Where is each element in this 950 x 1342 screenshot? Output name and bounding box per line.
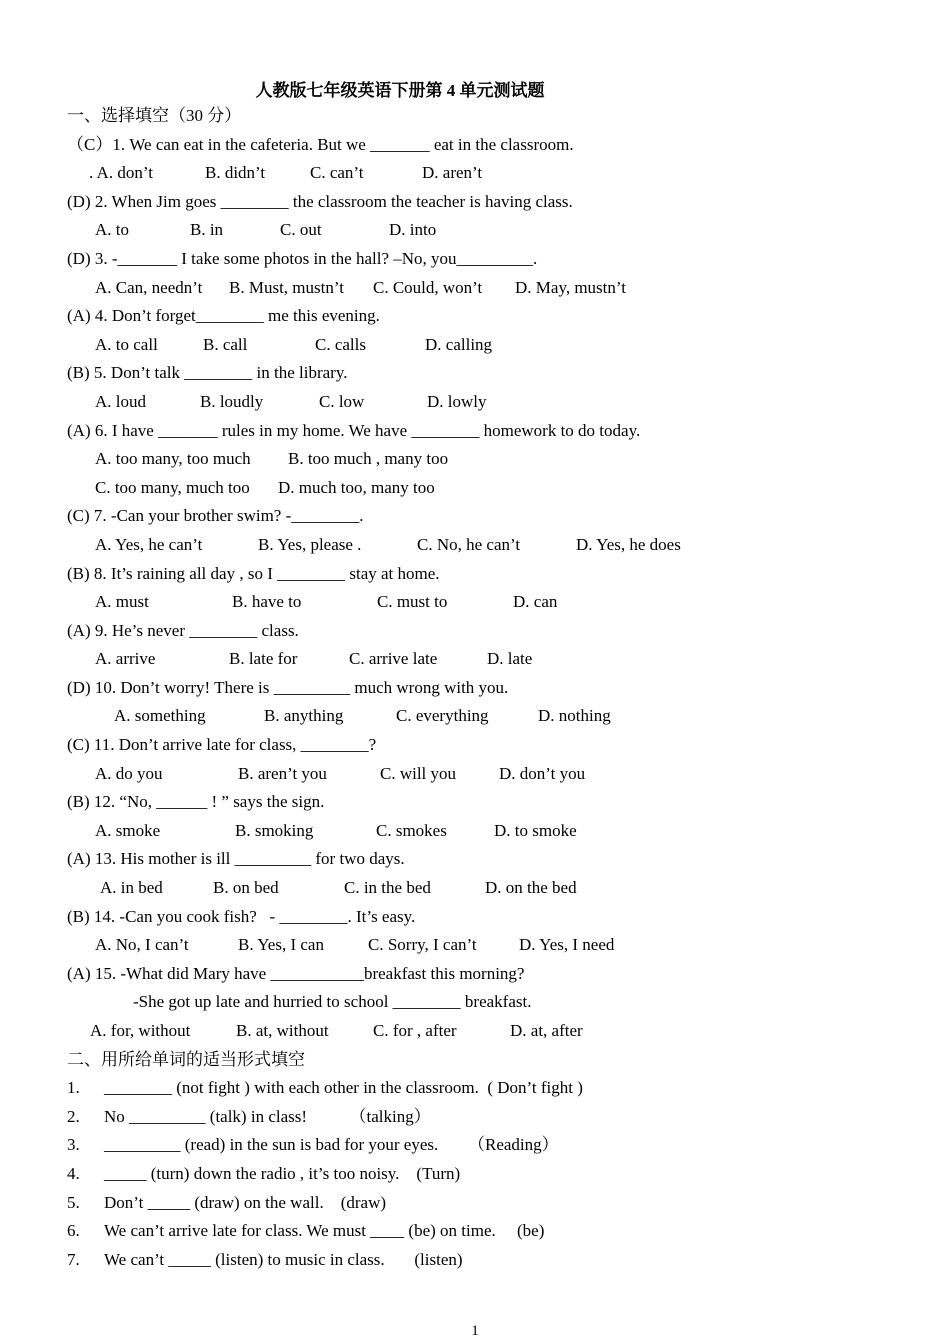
item-text: Don’t _____ (draw) on the wall. (draw): [104, 1192, 387, 1212]
fill-item-2: [67, 1103, 927, 1132]
option: D. into: [389, 220, 437, 240]
option: A. arrive: [95, 649, 156, 669]
option: C. No, he can’t: [417, 534, 521, 554]
question-12: (B) 12. “No, ______ ! ” says the sign.: [67, 792, 325, 812]
fill-item-3: [67, 1131, 927, 1160]
item-number: 2.: [67, 1106, 80, 1126]
option: C. arrive late: [349, 649, 438, 669]
section1-heading: 一、选择填空（30 分）: [67, 106, 242, 125]
option: B. smoking: [235, 820, 314, 840]
option: B. on bed: [213, 878, 279, 898]
option: D. Yes, I need: [519, 935, 615, 955]
option: A. too many, too much: [95, 449, 251, 469]
question-13-options: [67, 874, 927, 903]
option: B. too much , many too: [288, 449, 449, 469]
option: C. will you: [380, 763, 457, 783]
option: D. lowly: [427, 391, 487, 411]
option: D. May, mustn’t: [515, 277, 626, 297]
question-4: (A) 4. Don’t forget________ me this evening.: [67, 306, 380, 326]
question-3-options: [67, 274, 927, 303]
question-10: (D) 10. Don’t worry! There is _________ much wrong with you.: [67, 677, 509, 697]
option: A. something: [114, 706, 206, 726]
option: A. do you: [95, 763, 163, 783]
option: D. Yes, he does: [576, 534, 681, 554]
option: B. have to: [232, 592, 302, 612]
option: C. too many, much too: [95, 477, 250, 497]
question-8: (B) 8. It’s raining all day , so I ________ stay at home.: [67, 563, 440, 583]
option: A. in bed: [100, 878, 163, 898]
option: C. for , after: [373, 1021, 457, 1040]
item-number: 1.: [67, 1078, 80, 1098]
option: A. loud: [95, 391, 146, 411]
question-7: (C) 7. -Can your brother swim? -________.: [67, 506, 364, 526]
fill-item-6: [67, 1217, 927, 1246]
question-7-options: [67, 531, 927, 560]
option: B. in: [190, 220, 224, 240]
question-14: (B) 14. -Can you cook fish? - ________. It’s easy.: [67, 906, 416, 926]
option: C. must to: [377, 592, 448, 612]
question-10-options: [67, 702, 927, 731]
option: C. calls: [315, 334, 366, 354]
option: C. Could, won’t: [373, 277, 483, 297]
question-2-options: [67, 216, 927, 245]
item-number: 7.: [67, 1249, 80, 1269]
question-1-options: [67, 159, 927, 188]
option: A. must: [95, 592, 149, 612]
option: D. calling: [425, 334, 493, 354]
option: A. No, I can’t: [95, 935, 189, 955]
exam-content: [67, 102, 927, 1274]
fill-item-7: [67, 1246, 927, 1275]
option: D. nothing: [538, 706, 611, 726]
question-9-options: [67, 645, 927, 674]
option: A. for, without: [90, 1021, 191, 1040]
option: . A. don’t: [89, 163, 153, 183]
question-11: (C) 11. Don’t arrive late for class, ________?: [67, 735, 377, 755]
question-6-options: [67, 445, 927, 474]
option: B. loudly: [200, 391, 264, 411]
option: B. at, without: [236, 1021, 329, 1040]
question-8-options: [67, 588, 927, 617]
item-text: ________ (not fight ) with each other in the classroom. ( Don’t fight ): [104, 1078, 583, 1098]
item-text: No _________ (talk) in class! （talking）: [104, 1106, 431, 1126]
option: B. Yes, I can: [238, 935, 324, 955]
option: B. aren’t you: [238, 763, 327, 783]
question-15-options: [67, 1017, 927, 1046]
option: D. aren’t: [422, 163, 483, 183]
fill-item-1: [67, 1074, 927, 1103]
question-12-options: [67, 817, 927, 846]
item-number: 6.: [67, 1221, 80, 1241]
option: C. everything: [396, 706, 489, 726]
option: D. can: [513, 592, 558, 612]
page-title: 人教版七年级英语下册第 4 单元测试题: [255, 81, 545, 100]
option: C. low: [319, 391, 365, 411]
option: D. much too, many too: [278, 477, 435, 497]
section2-heading: 二、用所给单词的适当形式填空: [67, 1049, 305, 1069]
page-number: 1: [471, 1323, 479, 1339]
question-13: (A) 13. His mother is ill _________ for two days.: [67, 849, 405, 869]
option: B. call: [203, 334, 248, 354]
question-5: (B) 5. Don’t talk ________ in the library.: [67, 363, 348, 383]
item-number: 4.: [67, 1163, 80, 1183]
question-15-line2: -She got up late and hurried to school ________ breakfast.: [133, 992, 532, 1012]
question-6: (A) 6. I have _______ rules in my home. We have ________ homework to do today.: [67, 420, 641, 440]
option: C. in the bed: [344, 878, 431, 898]
question-1: （C）1. We can eat in the cafeteria. But we _______ eat in the classroom.: [67, 134, 574, 154]
question-14-options: [67, 931, 927, 960]
option: A. Yes, he can’t: [95, 534, 203, 554]
item-text: We can’t arrive late for class. We must ____ (be) on time. (be): [104, 1221, 545, 1241]
option: A. to call: [95, 334, 158, 354]
option: B. Yes, please .: [258, 534, 362, 554]
question-3: (D) 3. -_______ I take some photos in the hall? –No, you_________.: [67, 248, 538, 268]
option: A. to: [95, 220, 129, 240]
question-5-options: [67, 388, 927, 417]
option: D. on the bed: [485, 878, 577, 898]
option: D. to smoke: [494, 820, 577, 840]
option: B. late for: [229, 649, 298, 669]
question-15: (A) 15. -What did Mary have ___________breakfast this morning?: [67, 963, 525, 983]
question-9: (A) 9. He’s never ________ class.: [67, 620, 299, 640]
question-6-options-row2: [67, 474, 927, 503]
option: C. Sorry, I can’t: [368, 935, 477, 955]
option: C. out: [280, 220, 322, 240]
item-text: _____ (turn) down the radio , it’s too noisy. (Turn): [104, 1163, 461, 1183]
option: C. smokes: [376, 820, 447, 840]
item-text: _________ (read) in the sun is bad for your eyes. （Reading）: [104, 1135, 559, 1155]
option: B. Must, mustn’t: [229, 277, 344, 297]
question-11-options: [67, 760, 927, 789]
question-4-options: [67, 331, 927, 360]
fill-item-5: [67, 1189, 927, 1218]
item-number: 3.: [67, 1135, 80, 1155]
option: D. late: [487, 649, 533, 669]
item-number: 5.: [67, 1192, 80, 1212]
fill-item-4: [67, 1160, 927, 1189]
question-2: (D) 2. When Jim goes ________ the classroom the teacher is having class.: [67, 191, 573, 211]
option: C. can’t: [310, 163, 364, 183]
option: B. anything: [264, 706, 344, 726]
item-text: We can’t _____ (listen) to music in class. (listen): [104, 1249, 463, 1269]
option: B. didn’t: [205, 163, 266, 183]
option: D. at, after: [510, 1021, 583, 1040]
option: A. Can, needn’t: [95, 277, 203, 297]
option: A. smoke: [95, 820, 161, 840]
option: D. don’t you: [499, 763, 586, 783]
